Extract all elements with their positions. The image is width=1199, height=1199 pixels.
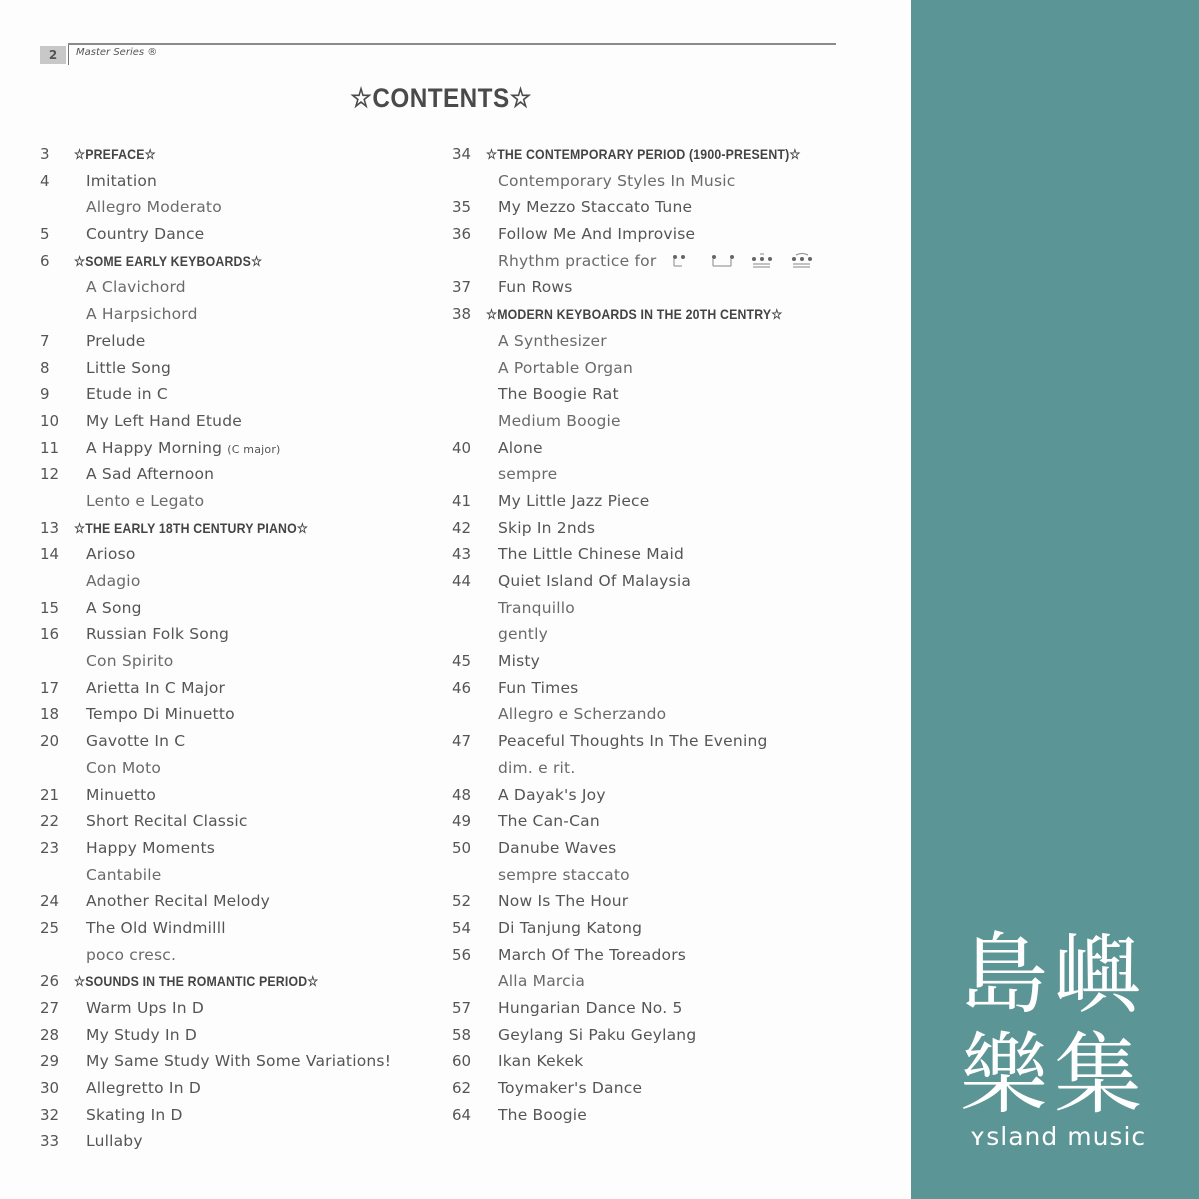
contents-entry <box>452 168 872 195</box>
entry-title-text: Gavotte In C <box>86 732 186 751</box>
entry-page-number: 43 <box>452 545 472 564</box>
contents-entry <box>452 595 872 622</box>
entry-title-text: Con Spirito <box>86 652 174 671</box>
contents-entry <box>452 194 872 221</box>
entry-page-number: 60 <box>452 1052 472 1071</box>
entry-page-number: 14 <box>40 545 60 564</box>
contents-entry <box>452 435 872 462</box>
entry-title-text: A Sad Afternoon <box>86 465 215 484</box>
entry-title <box>86 488 204 515</box>
entry-page-number: 8 <box>40 358 50 377</box>
contents-entry <box>452 755 872 782</box>
contents-entry <box>452 274 872 301</box>
entry-title-text: Now Is The Hour <box>498 892 629 911</box>
entry-title-text: Toymaker's Dance <box>498 1079 643 1098</box>
entry-title <box>498 1075 642 1102</box>
entry-page-number: 16 <box>40 625 60 644</box>
contents-entry <box>452 408 872 435</box>
entry-title-text: Imitation <box>86 171 158 190</box>
entry-title-text: Medium Boogie <box>498 411 621 430</box>
contents-entry <box>452 1102 872 1129</box>
entry-title <box>498 701 666 728</box>
entry-title <box>498 274 573 301</box>
entry-title-text: sempre <box>498 465 558 484</box>
entry-title <box>498 435 543 462</box>
contents-entry <box>452 888 872 915</box>
entry-title-text: Skating In D <box>86 1105 183 1124</box>
entry-title <box>498 621 548 648</box>
contents-entry <box>452 1075 872 1102</box>
contents-section-heading <box>40 515 440 542</box>
contents-entry <box>40 168 440 195</box>
contents-entry <box>40 301 440 328</box>
entry-title-text: A Clavichord <box>86 278 186 297</box>
entry-title <box>498 942 686 969</box>
contents-right-column <box>452 141 872 1128</box>
entry-page-number: 57 <box>452 999 472 1017</box>
contents-entry <box>452 621 872 648</box>
entry-title-text: March Of The Toreadors <box>498 945 687 964</box>
entry-title <box>498 968 585 995</box>
entry-page-number: 46 <box>452 678 472 697</box>
contents-entry <box>40 888 440 915</box>
entry-title-text: Lento e Legato <box>86 491 205 510</box>
entry-title-text: poco cresc. <box>86 945 177 964</box>
header-rule <box>68 43 836 45</box>
contents-left-column <box>40 141 440 1155</box>
entry-title <box>498 675 578 702</box>
contents-entry <box>452 675 872 702</box>
entry-title <box>498 862 630 889</box>
entry-page-number: 52 <box>452 892 472 911</box>
entry-title <box>498 194 692 221</box>
entry-title-text: The Boogie <box>498 1105 588 1124</box>
contents-entry <box>452 355 872 382</box>
entry-title-text: My Same Study With Some Variations! <box>86 1052 392 1071</box>
entry-title <box>86 782 156 809</box>
entry-title <box>498 408 621 435</box>
entry-title-text: Prelude <box>86 331 146 350</box>
entry-title <box>498 728 768 755</box>
entry-title-text: Another Recital Melody <box>86 892 271 911</box>
entry-page-number: 33 <box>40 1132 60 1151</box>
entry-title-text: Alla Marcia <box>498 972 586 991</box>
entry-title <box>498 755 575 782</box>
contents-entry <box>40 408 440 435</box>
entry-title <box>86 701 235 728</box>
page-title: ☆CONTENTS☆ <box>350 83 532 113</box>
contents-entry <box>40 675 440 702</box>
entry-title <box>498 515 595 542</box>
entry-title-text: ☆MODERN KEYBOARDS IN THE 20TH CENTRY☆ <box>486 306 783 323</box>
entry-page-number: 13 <box>40 518 60 537</box>
contents-section-heading <box>452 141 872 168</box>
contents-entry <box>452 461 872 488</box>
entry-title-text: Country Dance <box>86 225 205 244</box>
contents-entry <box>40 1048 440 1075</box>
entry-title-text: Arioso <box>86 545 136 564</box>
entry-title <box>74 141 156 168</box>
entry-title-text: Happy Moments <box>86 838 215 857</box>
entry-page-number: 54 <box>452 918 472 937</box>
entry-page-number: 56 <box>452 945 472 964</box>
contents-section-heading <box>40 248 440 275</box>
contents-entry <box>40 221 440 248</box>
entry-title-text: Di Tanjung Katong <box>498 918 643 937</box>
entry-title <box>86 915 226 942</box>
entry-title <box>498 568 691 595</box>
entry-title <box>498 595 575 622</box>
contents-entry <box>452 248 872 275</box>
entry-title-text: Short Recital Classic <box>86 812 248 831</box>
entry-title <box>498 782 606 809</box>
entry-title <box>86 1048 391 1075</box>
entry-page-number: 23 <box>40 838 60 857</box>
brand-name: ʏsland music <box>970 1122 1147 1151</box>
contents-entry <box>40 194 440 221</box>
contents-section-heading <box>40 968 440 995</box>
entry-page-number: 45 <box>452 652 472 671</box>
contents-entry <box>452 328 872 355</box>
entry-page-number: 9 <box>40 385 50 404</box>
entry-title <box>86 301 198 328</box>
entry-title <box>86 1022 197 1049</box>
entry-title-text: ☆THE EARLY 18TH CENTURY PIANO☆ <box>74 519 309 536</box>
contents-entry <box>452 1022 872 1049</box>
contents-entry <box>452 728 872 755</box>
entry-page-number: 29 <box>40 1052 60 1071</box>
entry-page-number: 35 <box>452 198 472 217</box>
entry-page-number: 10 <box>40 411 60 430</box>
entry-page-number: 5 <box>40 225 50 244</box>
entry-page-number: 44 <box>452 572 472 590</box>
entry-title-text: A Happy Morning <box>86 438 223 457</box>
entry-title-text: Allegro Moderato <box>86 198 222 217</box>
entry-title <box>498 461 557 488</box>
entry-page-number: 40 <box>452 438 472 457</box>
entry-title <box>86 648 173 675</box>
entry-title <box>86 194 222 221</box>
entry-title-text: Minuetto <box>86 785 157 804</box>
contents-entry <box>40 274 440 301</box>
entry-title-text: Peaceful Thoughts In The Evening <box>498 732 768 751</box>
contents-entry <box>40 648 440 675</box>
entry-title-text: Rhythm practice for <box>498 251 657 270</box>
contents-entry <box>452 541 872 568</box>
entry-title-text: gently <box>498 625 548 644</box>
entry-page-number: 37 <box>452 278 472 297</box>
page-number: 2 <box>40 46 66 64</box>
contents-entry <box>40 915 440 942</box>
contents-entry <box>40 835 440 862</box>
entry-page-number: 21 <box>40 785 60 804</box>
entry-title <box>86 1075 201 1102</box>
contents-entry <box>40 488 440 515</box>
entry-title <box>498 1102 587 1129</box>
entry-title-text: Etude in C <box>86 385 168 404</box>
contents-entry <box>452 1048 872 1075</box>
entry-title <box>86 541 136 568</box>
entry-title <box>86 274 186 301</box>
entry-page-number: 58 <box>452 1025 472 1044</box>
entry-page-number: 32 <box>40 1105 60 1124</box>
entry-title <box>86 221 204 248</box>
contents-entry <box>40 621 440 648</box>
contents-entry <box>40 1102 440 1129</box>
contents-entry <box>40 1128 440 1155</box>
entry-title-text: A Synthesizer <box>498 331 607 350</box>
entry-title-text: Cantabile <box>86 865 162 884</box>
entry-page-number: 3 <box>40 145 50 163</box>
entry-title <box>86 808 248 835</box>
contents-entry <box>40 355 440 382</box>
entry-page-number: 24 <box>40 892 60 911</box>
entry-title <box>86 675 225 702</box>
entry-title-text: Contemporary Styles In Music <box>498 171 736 190</box>
entry-page-number: 64 <box>452 1105 472 1124</box>
triplet-slur-icon <box>790 248 816 275</box>
entry-title <box>498 328 607 355</box>
entry-page-number: 62 <box>452 1079 472 1098</box>
contents-entry <box>40 1022 440 1049</box>
entry-title-text: Allegro e Scherzando <box>498 705 667 724</box>
entry-key-note: (C major) <box>227 442 281 456</box>
contents-entry <box>452 942 872 969</box>
quarter-pair-icon <box>710 248 736 275</box>
entry-title <box>86 1102 183 1129</box>
entry-title <box>86 408 242 435</box>
contents-entry <box>452 221 872 248</box>
entry-page-number: 22 <box>40 812 60 831</box>
entry-title <box>498 168 735 195</box>
contents-entry <box>40 381 440 408</box>
entry-title-text: Alone <box>498 438 543 457</box>
entry-title <box>498 995 683 1022</box>
entry-title-text: Lullaby <box>86 1132 143 1151</box>
entry-title <box>86 835 215 862</box>
entry-title <box>74 515 308 542</box>
entry-title-text: My Little Jazz Piece <box>498 491 650 510</box>
entry-title <box>498 488 650 515</box>
entry-title-text: Adagio <box>86 572 141 590</box>
contents-section-heading <box>452 301 872 328</box>
contents-entry <box>40 461 440 488</box>
entry-title-text: Follow Me And Improvise <box>498 225 696 244</box>
contents-entry <box>40 568 440 595</box>
contents-entry <box>452 808 872 835</box>
series-label: Master Series ® <box>76 47 158 58</box>
contents-section-heading <box>40 141 440 168</box>
entry-title <box>86 995 204 1022</box>
entry-page-number: 28 <box>40 1025 60 1044</box>
entry-title-text: Misty <box>498 652 541 671</box>
entry-title-text: Warm Ups In D <box>86 999 205 1017</box>
entry-title <box>486 301 782 328</box>
entry-page-number: 36 <box>452 225 472 244</box>
entry-title-text: Allegretto In D <box>86 1079 201 1098</box>
entry-page-number: 38 <box>452 305 472 324</box>
brand-logo <box>960 925 1160 1125</box>
contents-entry <box>40 1075 440 1102</box>
entry-page-number: 47 <box>452 732 472 751</box>
entry-title-text: Geylang Si Paku Geylang <box>498 1025 697 1044</box>
contents-entry <box>40 755 440 782</box>
entry-title <box>498 835 616 862</box>
entry-page-number: 41 <box>452 491 472 510</box>
entry-title <box>498 915 642 942</box>
entry-title <box>498 1048 583 1075</box>
entry-title <box>486 141 801 168</box>
triplet-icon <box>750 248 776 275</box>
entry-title-text: Hungarian Dance No. 5 <box>498 999 683 1017</box>
entry-title <box>74 968 319 995</box>
entry-title-text: Fun Rows <box>498 278 573 297</box>
entry-title <box>86 381 168 408</box>
contents-entry <box>452 968 872 995</box>
entry-page-number: 34 <box>452 145 472 163</box>
entry-title-text: My Left Hand Etude <box>86 411 242 430</box>
contents-entry <box>452 515 872 542</box>
eighth-pair-icon <box>670 248 696 275</box>
entry-page-number: 17 <box>40 678 60 697</box>
entry-page-number: 20 <box>40 732 60 751</box>
entry-title <box>86 168 157 195</box>
entry-title-text: sempre staccato <box>498 865 630 884</box>
entry-title-text: Tranquillo <box>498 598 575 617</box>
entry-title <box>86 888 270 915</box>
contents-entry <box>452 648 872 675</box>
entry-title <box>86 728 185 755</box>
contents-entry <box>40 595 440 622</box>
entry-title-text: A Harpsichord <box>86 305 198 324</box>
entry-page-number: 27 <box>40 999 60 1017</box>
contents-entry <box>40 808 440 835</box>
entry-title <box>498 648 540 675</box>
entry-title-text: ☆THE CONTEMPORARY PERIOD (1900-PRESENT)☆ <box>486 146 801 162</box>
contents-entry <box>40 701 440 728</box>
entry-title-text: The Can-Can <box>498 812 600 831</box>
entry-title-text: Arietta In C Major <box>86 678 226 697</box>
entry-title <box>498 355 633 382</box>
entry-title-text: Russian Folk Song <box>86 625 230 644</box>
contents-entry <box>40 435 440 462</box>
contents-entry <box>452 568 872 595</box>
entry-title <box>86 568 141 595</box>
entry-title <box>498 1022 696 1049</box>
entry-title-text: A Portable Organ <box>498 358 634 377</box>
entry-title-text: Little Song <box>86 358 172 377</box>
entry-title <box>86 862 162 889</box>
contents-entry <box>40 942 440 969</box>
entry-title-text: The Little Chinese Maid <box>498 545 685 564</box>
entry-page-number: 7 <box>40 331 50 350</box>
entry-page-number: 30 <box>40 1079 60 1098</box>
entry-title <box>86 1128 143 1155</box>
entry-title-text: A Dayak's Joy <box>498 785 606 804</box>
entry-page-number: 49 <box>452 812 472 831</box>
contents-entry <box>452 488 872 515</box>
entry-page-number: 12 <box>40 465 60 484</box>
entry-title <box>498 221 695 248</box>
contents-entry <box>40 995 440 1022</box>
entry-page-number: 26 <box>40 972 60 991</box>
contents-entry <box>452 701 872 728</box>
entry-title <box>498 808 600 835</box>
entry-title <box>86 621 229 648</box>
contents-entry <box>452 995 872 1022</box>
contents-entry <box>452 835 872 862</box>
entry-title-text: dim. e rit. <box>498 758 576 777</box>
entry-page-number: 25 <box>40 918 60 937</box>
entry-title-text: ☆SOUNDS IN THE ROMANTIC PERIOD☆ <box>74 973 319 990</box>
entry-title-text: My Mezzo Staccato Tune <box>498 198 693 217</box>
entry-title-text: Fun Times <box>498 678 579 697</box>
contents-entry <box>452 782 872 809</box>
contents-entry <box>40 782 440 809</box>
entry-title-text: The Old Windmilll <box>86 918 226 937</box>
entry-title-text: Tempo Di Minuetto <box>86 705 235 724</box>
entry-title-text: Skip In 2nds <box>498 518 596 537</box>
entry-title <box>86 461 214 488</box>
entry-title-text: A Song <box>86 598 142 617</box>
entry-title-text: Quiet Island Of Malaysia <box>498 572 692 590</box>
entry-page-number: 48 <box>452 785 472 804</box>
entry-title-text: The Boogie Rat <box>498 385 619 404</box>
contents-entry <box>40 541 440 568</box>
entry-title <box>498 248 816 275</box>
entry-page-number: 4 <box>40 171 50 190</box>
contents-entry <box>452 915 872 942</box>
entry-title <box>86 328 146 355</box>
entry-title <box>498 381 619 408</box>
entry-page-number: 15 <box>40 598 60 617</box>
entry-title-text: Danube Waves <box>498 838 617 857</box>
entry-title-text: ☆PREFACE☆ <box>74 146 156 162</box>
entry-title <box>86 755 161 782</box>
entry-title-text: Ikan Kekek <box>498 1052 584 1071</box>
contents-entry <box>40 862 440 889</box>
contents-entry <box>40 728 440 755</box>
contents-entry <box>40 328 440 355</box>
entry-page-number: 50 <box>452 838 472 857</box>
entry-title-text: My Study In D <box>86 1025 198 1044</box>
contents-entry <box>452 862 872 889</box>
entry-title <box>86 355 171 382</box>
entry-title <box>86 435 281 464</box>
entry-page-number: 11 <box>40 438 60 457</box>
entry-page-number: 6 <box>40 251 50 270</box>
entry-page-number: 42 <box>452 518 472 537</box>
entry-title <box>74 248 262 275</box>
entry-title-text: Con Moto <box>86 758 162 777</box>
entry-title-text: ☆SOME EARLY KEYBOARDS☆ <box>74 252 263 269</box>
entry-title <box>86 942 176 969</box>
header-divider <box>68 45 69 65</box>
entry-title <box>86 595 142 622</box>
entry-title <box>498 888 628 915</box>
contents-entry <box>452 381 872 408</box>
entry-page-number: 18 <box>40 705 60 724</box>
brand-logo-line2: 樂集 <box>960 1023 1149 1126</box>
entry-title <box>498 541 684 568</box>
brand-logo-line1: 島嶼 <box>960 923 1149 1026</box>
